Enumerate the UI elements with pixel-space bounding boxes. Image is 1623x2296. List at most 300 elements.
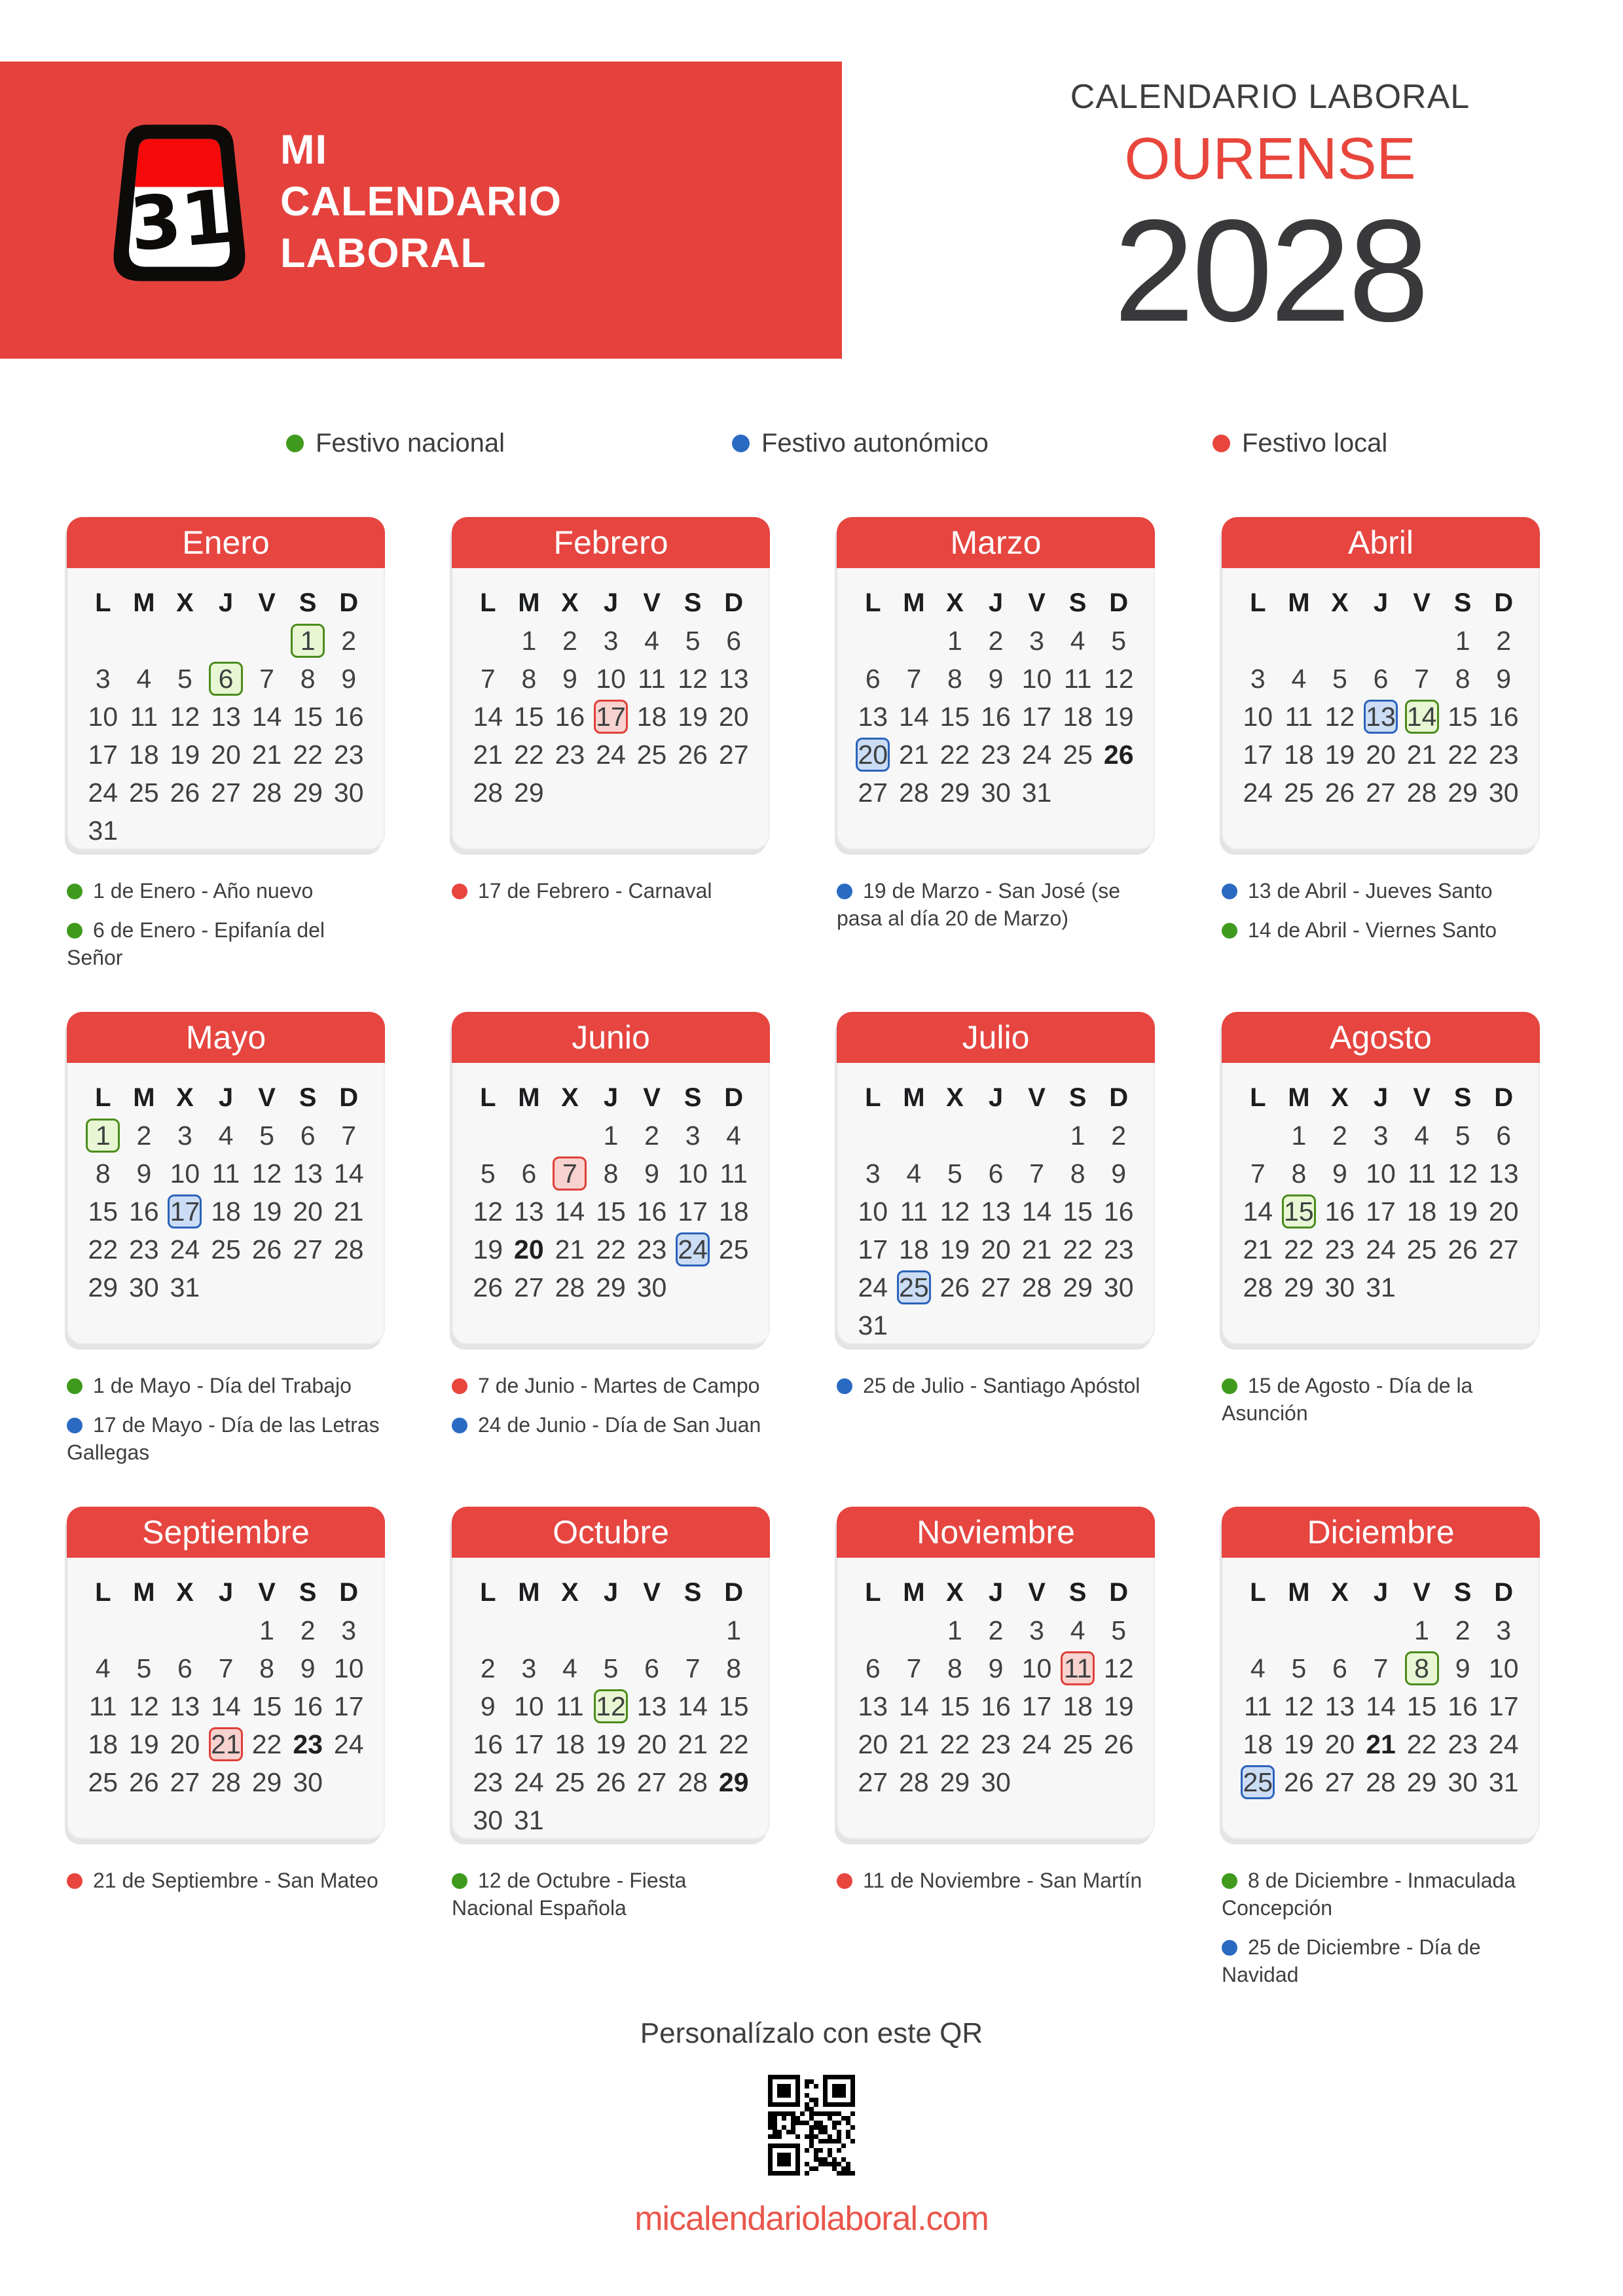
day-cell: 18: [1284, 739, 1314, 770]
day-cell: 5: [259, 1120, 274, 1151]
day-cell: 11: [1285, 701, 1313, 732]
day-cell: 17: [1488, 1691, 1519, 1721]
holiday-local-highlight: 11: [1061, 1651, 1095, 1685]
day-cell: 16: [293, 1691, 323, 1721]
day-cell: 2: [1111, 1120, 1127, 1151]
month-header: [67, 517, 385, 568]
month-day-grid: [68, 1558, 384, 1801]
month-enero: [67, 517, 385, 1012]
day-cell: 7: [1250, 1158, 1266, 1189]
day-cell: 5: [1455, 1120, 1470, 1151]
day-cell: 21: [473, 739, 503, 770]
day-cell: 23: [333, 739, 364, 770]
day-cell: 27: [293, 1234, 323, 1265]
weekday-header: L: [480, 1577, 496, 1607]
day-cell: 9: [480, 1691, 496, 1721]
month-header: [67, 1012, 385, 1063]
day-cell: 27: [170, 1767, 200, 1797]
weekday-header: J: [988, 1083, 1004, 1112]
day-cell: 2: [1332, 1120, 1347, 1151]
holiday-note: [1222, 1933, 1540, 1988]
day-cell: 29: [718, 1767, 749, 1797]
website-link[interactable]: micalendariolaboral.com: [634, 2200, 989, 2238]
weekday-header: L: [95, 1083, 111, 1112]
holiday-note-text: 17 de Mayo - Día de las Letras Gallegas: [67, 1413, 380, 1464]
day-cell: 10: [1243, 701, 1273, 732]
holiday-note: [452, 1867, 770, 1922]
day-cell: 13: [1324, 1691, 1355, 1721]
day-cell: 5: [603, 1653, 619, 1683]
day-cell: 4: [1070, 1615, 1085, 1645]
holiday-note-text: 13 de Abril - Jueves Santo: [1248, 879, 1493, 903]
day-cell: 4: [1070, 625, 1085, 656]
holiday-note-text: 19 de Marzo - San José (se pasa al día 20 de Marzo): [837, 879, 1121, 930]
day-cell: 13: [636, 1691, 667, 1721]
empty-cell: [1016, 1117, 1057, 1155]
weekday-header: D: [339, 1577, 359, 1607]
day-cell: 24: [1021, 1729, 1052, 1759]
day-cell: 23: [981, 739, 1011, 770]
holiday-note: [67, 1411, 385, 1466]
weekday-header: J: [1373, 588, 1389, 617]
day-cell: 20: [170, 1729, 200, 1759]
weekday-header: V: [258, 588, 276, 617]
qr-code: [768, 2075, 855, 2176]
empty-cell: [1237, 622, 1279, 660]
month-header: [452, 1012, 770, 1063]
holiday-autonomic-highlight: 24: [676, 1232, 710, 1266]
day-cell: 26: [939, 1272, 970, 1302]
day-cell: 24: [1021, 739, 1052, 770]
weekday-header: X: [561, 588, 579, 617]
month-abril: [1222, 517, 1540, 1012]
day-cell: 10: [333, 1653, 364, 1683]
day-cell: 13: [858, 701, 888, 732]
day-cell: 6: [1496, 1120, 1512, 1151]
holiday-autonomic-highlight: 13: [1364, 700, 1398, 734]
holiday-note-text: 24 de Junio - Día de San Juan: [478, 1413, 761, 1437]
day-cell: 28: [1021, 1272, 1052, 1302]
day-cell: 12: [170, 701, 200, 732]
weekday-header: V: [1413, 1577, 1431, 1607]
day-cell: 21: [1243, 1234, 1273, 1265]
month-junio: [452, 1012, 770, 1507]
weekday-header: D: [1494, 588, 1514, 617]
day-cell: 16: [636, 1196, 667, 1227]
day-cell: 21: [251, 739, 282, 770]
day-cell: 18: [129, 739, 159, 770]
day-cell: 8: [300, 663, 316, 694]
month-notes: [452, 1372, 770, 1439]
day-cell: [164, 1193, 206, 1230]
day-cell: [1057, 1649, 1099, 1687]
day-cell: 16: [555, 701, 585, 732]
month-header: [452, 517, 770, 568]
weekday-header: X: [1331, 588, 1349, 617]
day-cell: 31: [1488, 1767, 1519, 1797]
weekday-header: J: [988, 588, 1004, 617]
day-cell: 10: [596, 663, 626, 694]
weekday-header: X: [1331, 1577, 1349, 1607]
day-cell: 31: [1366, 1272, 1396, 1302]
day-cell: 13: [718, 663, 749, 694]
day-cell: 2: [988, 1615, 1004, 1645]
day-cell: 3: [865, 1158, 881, 1189]
day-cell: 16: [129, 1196, 159, 1227]
empty-cell: [509, 1611, 550, 1649]
holiday-local-highlight: 21: [209, 1727, 243, 1761]
day-cell: 18: [1406, 1196, 1437, 1227]
month-header: [1222, 1507, 1540, 1558]
weekday-header: L: [865, 588, 881, 617]
day-cell: 28: [211, 1767, 241, 1797]
weekday-header: S: [1068, 1083, 1087, 1112]
day-cell: 12: [1284, 1691, 1314, 1721]
day-cell: [894, 1268, 935, 1306]
day-cell: 10: [1021, 1653, 1052, 1683]
day-cell: 19: [1103, 701, 1134, 732]
day-cell: 19: [939, 1234, 970, 1265]
day-cell: 28: [1243, 1272, 1273, 1302]
weekday-header: X: [561, 1083, 579, 1112]
weekday-header: X: [946, 1083, 964, 1112]
day-cell: 4: [726, 1120, 742, 1151]
day-cell: 17: [1366, 1196, 1396, 1227]
national-dot-icon: [67, 884, 82, 899]
weekday-header: M: [133, 1577, 155, 1607]
day-cell: 1: [1291, 1120, 1307, 1151]
day-cell: [591, 1687, 632, 1725]
month-notes: [1222, 877, 1540, 944]
qr-caption: Personalízalo con este QR: [640, 2017, 983, 2049]
day-cell: 3: [1496, 1615, 1512, 1645]
day-cell: 18: [636, 701, 667, 732]
day-cell: 2: [1496, 625, 1512, 656]
holiday-note: [452, 1372, 770, 1399]
weekday-header: L: [865, 1083, 881, 1112]
day-cell: 3: [95, 663, 111, 694]
day-cell: 23: [293, 1729, 323, 1759]
day-cell: 24: [1243, 777, 1273, 808]
day-cell: 1: [521, 625, 537, 656]
local-dot-icon: [452, 1378, 467, 1394]
day-cell: 2: [644, 1120, 659, 1151]
month-day-grid: [453, 1558, 769, 1839]
autonomic-dot-icon: [837, 884, 852, 899]
day-cell: 5: [685, 625, 701, 656]
day-cell: 29: [1406, 1767, 1437, 1797]
month-marzo: [837, 517, 1155, 1012]
day-cell: [1237, 1763, 1279, 1801]
autonomic-dot-icon: [732, 435, 750, 452]
holiday-note: [837, 877, 1155, 932]
empty-cell: [894, 1117, 935, 1155]
month-agosto: [1222, 1012, 1540, 1507]
day-cell: 7: [341, 1120, 357, 1151]
month-mayo: [67, 1012, 385, 1507]
day-cell: 6: [644, 1653, 659, 1683]
month-card: [1222, 1012, 1540, 1344]
day-cell: 18: [555, 1729, 585, 1759]
day-cell: 7: [259, 663, 274, 694]
day-cell: 16: [473, 1729, 503, 1759]
day-cell: 22: [88, 1234, 119, 1265]
holiday-autonomic-highlight: 25: [897, 1270, 931, 1304]
autonomic-dot-icon: [1222, 884, 1237, 899]
national-dot-icon: [67, 1378, 82, 1394]
holiday-note: [67, 877, 385, 905]
month-card: [1222, 1507, 1540, 1839]
month-title: Septiembre: [142, 1514, 310, 1551]
empty-cell: [82, 622, 124, 660]
month-title: Mayo: [185, 1019, 266, 1056]
holiday-note-text: 25 de Diciembre - Día de Navidad: [1222, 1935, 1481, 1986]
day-cell: 26: [1448, 1234, 1478, 1265]
day-cell: 10: [1021, 663, 1052, 694]
logo-line-3: LABORAL: [280, 230, 486, 276]
month-title: Julio: [962, 1019, 1030, 1056]
day-cell: 28: [251, 777, 282, 808]
day-cell: 21: [899, 1729, 929, 1759]
holiday-note: [837, 1372, 1155, 1399]
day-cell: 25: [636, 739, 667, 770]
day-cell: 14: [251, 701, 282, 732]
day-cell: 8: [726, 1653, 742, 1683]
day-cell: 19: [1448, 1196, 1478, 1227]
day-cell: 24: [333, 1729, 364, 1759]
empty-cell: [467, 1117, 509, 1155]
day-cell: 23: [1448, 1729, 1478, 1759]
day-cell: 19: [170, 739, 200, 770]
day-cell: 22: [1448, 739, 1478, 770]
month-day-grid: [453, 568, 769, 812]
day-cell: 20: [981, 1234, 1011, 1265]
logo-line-2: CALENDARIO: [280, 179, 562, 224]
month-julio: [837, 1012, 1155, 1507]
day-cell: 5: [136, 1653, 152, 1683]
day-cell: 15: [1448, 701, 1478, 732]
day-cell: 3: [1029, 625, 1044, 656]
day-cell: 1: [259, 1615, 274, 1645]
day-cell: 7: [685, 1653, 701, 1683]
day-cell: 1: [947, 625, 962, 656]
day-cell: 4: [95, 1653, 111, 1683]
weekday-header: L: [1250, 588, 1266, 617]
day-cell: 13: [170, 1691, 200, 1721]
day-cell: 1: [603, 1120, 619, 1151]
day-cell: 5: [1111, 625, 1127, 656]
day-cell: 18: [211, 1196, 241, 1227]
day-cell: 26: [251, 1234, 282, 1265]
weekday-header: V: [258, 1083, 276, 1112]
day-cell: 21: [333, 1196, 364, 1227]
month-header: [67, 1507, 385, 1558]
month-header: [1222, 517, 1540, 568]
day-cell: 13: [514, 1196, 544, 1227]
month-card: [67, 1012, 385, 1344]
holiday-note: [837, 1867, 1155, 1894]
legend-item-autonomic: [732, 425, 989, 461]
empty-cell: [1319, 1611, 1360, 1649]
weekday-header: J: [988, 1577, 1004, 1607]
day-cell: 27: [718, 739, 749, 770]
day-cell: 6: [988, 1158, 1004, 1189]
day-cell: 29: [514, 777, 544, 808]
day-cell: 1: [947, 1615, 962, 1645]
empty-cell: [894, 1611, 935, 1649]
empty-cell: [1319, 622, 1360, 660]
weekday-header: V: [643, 1083, 661, 1112]
month-day-grid: [68, 1063, 384, 1306]
day-cell: 17: [1021, 701, 1052, 732]
day-cell: 5: [1332, 663, 1347, 694]
day-cell: 29: [1063, 1272, 1093, 1302]
day-cell: 8: [259, 1653, 274, 1683]
day-cell: 21: [555, 1234, 585, 1265]
day-cell: 11: [130, 701, 158, 732]
day-cell: 28: [678, 1767, 708, 1797]
national-dot-icon: [286, 435, 304, 452]
day-cell: 11: [1408, 1158, 1436, 1189]
day-cell: 9: [300, 1653, 316, 1683]
day-cell: 4: [1414, 1120, 1429, 1151]
day-cell: 4: [1291, 663, 1307, 694]
day-cell: 9: [1332, 1158, 1347, 1189]
day-cell: 3: [341, 1615, 357, 1645]
month-title: Octubre: [553, 1514, 669, 1551]
month-card: [1222, 517, 1540, 850]
day-cell: 20: [636, 1729, 667, 1759]
day-cell: 23: [129, 1234, 159, 1265]
day-cell: 30: [1448, 1767, 1478, 1797]
day-cell: 13: [211, 701, 241, 732]
day-cell: 21: [1021, 1234, 1052, 1265]
day-cell: 4: [1250, 1653, 1266, 1683]
month-notes: [837, 877, 1155, 932]
holiday-note: [67, 1867, 385, 1894]
day-cell: 28: [1406, 777, 1437, 808]
empty-cell: [852, 622, 894, 660]
weekday-header: M: [518, 1577, 540, 1607]
day-cell: 11: [1063, 663, 1092, 694]
day-cell: 27: [858, 777, 888, 808]
day-cell: 25: [718, 1234, 749, 1265]
day-cell: 17: [514, 1729, 544, 1759]
empty-cell: [549, 1611, 591, 1649]
month-day-grid: [838, 1558, 1154, 1801]
day-cell: 20: [293, 1196, 323, 1227]
empty-cell: [467, 622, 509, 660]
day-cell: 10: [88, 701, 119, 732]
empty-cell: [672, 1611, 714, 1649]
holiday-note-text: 21 de Septiembre - San Mateo: [93, 1869, 378, 1892]
holiday-note: [1222, 1867, 1540, 1922]
day-cell: 31: [88, 815, 119, 846]
day-cell: 22: [293, 739, 323, 770]
empty-cell: [591, 1611, 632, 1649]
day-cell: 17: [333, 1691, 364, 1721]
day-cell: 20: [858, 1729, 888, 1759]
month-notes: [67, 877, 385, 971]
day-cell: 20: [1488, 1196, 1519, 1227]
day-cell: 11: [556, 1691, 584, 1721]
day-cell: 25: [88, 1767, 119, 1797]
day-cell: 8: [947, 663, 962, 694]
day-cell: 22: [939, 1729, 970, 1759]
day-cell: 2: [1455, 1615, 1470, 1645]
weekday-header: V: [1028, 588, 1046, 617]
day-cell: 14: [333, 1158, 364, 1189]
day-cell: 3: [603, 625, 619, 656]
day-cell: 1: [1414, 1615, 1429, 1645]
local-dot-icon: [1213, 435, 1230, 452]
day-cell: 25: [1284, 777, 1314, 808]
day-cell: 15: [251, 1691, 282, 1721]
day-cell: 28: [555, 1272, 585, 1302]
day-cell: 14: [555, 1196, 585, 1227]
day-cell: 22: [1284, 1234, 1314, 1265]
day-cell: 23: [981, 1729, 1011, 1759]
holiday-national-highlight: 1: [86, 1119, 120, 1153]
weekday-header: D: [1494, 1083, 1514, 1112]
month-day-grid: [68, 568, 384, 850]
weekday-header: S: [1453, 1083, 1472, 1112]
day-cell: 24: [596, 739, 626, 770]
day-cell: 8: [1070, 1158, 1085, 1189]
day-cell: 14: [1021, 1196, 1052, 1227]
day-cell: 26: [473, 1272, 503, 1302]
month-card: [67, 517, 385, 850]
holiday-note: [67, 916, 385, 971]
day-cell: 30: [129, 1272, 159, 1302]
weekday-header: S: [1068, 1577, 1087, 1607]
day-cell: 29: [1448, 777, 1478, 808]
national-dot-icon: [1222, 1873, 1237, 1889]
day-cell: 29: [293, 777, 323, 808]
weekday-header: D: [339, 588, 359, 617]
day-cell: 2: [562, 625, 577, 656]
weekday-header: V: [643, 1577, 661, 1607]
day-cell: 22: [514, 739, 544, 770]
day-cell: 13: [293, 1158, 323, 1189]
weekday-header: J: [218, 588, 234, 617]
day-cell: 25: [211, 1234, 241, 1265]
weekday-header: X: [946, 588, 964, 617]
day-cell: 6: [1332, 1653, 1347, 1683]
holiday-note-text: 1 de Enero - Año nuevo: [93, 879, 314, 903]
weekday-header: J: [1373, 1083, 1389, 1112]
weekday-header: S: [684, 1083, 702, 1112]
day-cell: 2: [341, 625, 357, 656]
day-cell: 27: [981, 1272, 1011, 1302]
weekday-header: S: [299, 588, 317, 617]
weekday-header: J: [603, 588, 619, 617]
local-dot-icon: [67, 1873, 82, 1889]
day-cell: 6: [865, 663, 881, 694]
day-cell: 14: [899, 701, 929, 732]
weekday-header: S: [1453, 1577, 1472, 1607]
day-cell: 6: [521, 1158, 537, 1189]
day-cell: 3: [1250, 663, 1266, 694]
day-cell: 15: [1063, 1196, 1093, 1227]
legend-label: Festivo nacional: [316, 428, 505, 457]
empty-cell: [164, 622, 206, 660]
day-cell: 15: [1406, 1691, 1437, 1721]
day-cell: 25: [555, 1767, 585, 1797]
day-cell: 29: [1284, 1272, 1314, 1302]
weekday-header: M: [903, 1083, 925, 1112]
weekday-header: X: [176, 588, 194, 617]
